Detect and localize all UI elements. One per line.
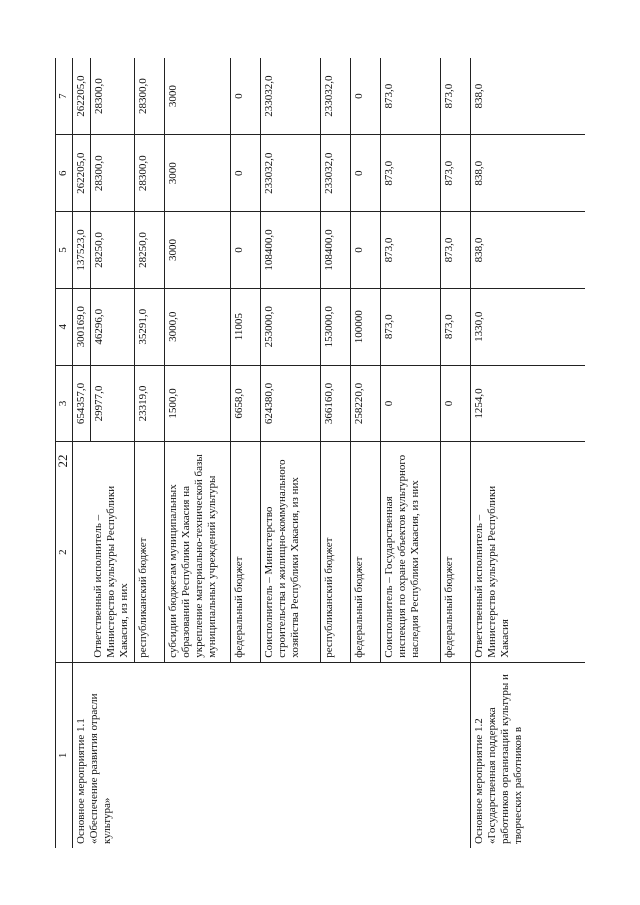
value-cell: 0 [350, 135, 380, 212]
value-cell: 11005 [230, 288, 260, 365]
page-number: 22 [55, 454, 70, 468]
value-cell: 873,0 [440, 288, 470, 365]
value-cell: 1500,0 [164, 365, 230, 442]
table-row [470, 58, 585, 848]
header-cell: 7 [56, 58, 73, 135]
measure-cell-continued [260, 662, 470, 848]
value-cell: 153000,0 [320, 288, 350, 365]
executor-cell: Соисполнитель – Министерство строительства и жилищно-коммунального хозяйства Республики Хакасия, из них [260, 442, 320, 662]
value-cell: 262205,0 [73, 135, 91, 212]
value-cell: 0 [230, 58, 260, 135]
executor-cell: субсидии бюджетам муниципальных образований Республики Хакасия на укрепление материально-технической базы муниципальных учреждений культуры [164, 442, 230, 662]
executor-cell [73, 442, 91, 662]
table-row [134, 58, 164, 848]
value-cell: 300169,0 [73, 288, 91, 365]
header-cell: 5 [56, 212, 73, 289]
value-cell: 0 [350, 212, 380, 289]
value-cell: 233032,0 [320, 135, 350, 212]
measure-cell-continued [134, 662, 260, 848]
value-cell: 28300,0 [90, 135, 134, 212]
value-cell: 838,0 [470, 135, 585, 212]
value-cell: 233032,0 [260, 58, 320, 135]
value-cell: 46296,0 [90, 288, 134, 365]
executor-cell: Ответственный исполнитель – Министерство культуры Республики Хакасия [470, 442, 585, 662]
header-cell: 3 [56, 365, 73, 442]
value-cell: 28300,0 [134, 135, 164, 212]
value-cell: 873,0 [380, 212, 440, 289]
value-cell: 3000 [164, 58, 230, 135]
value-cell: 262205,0 [73, 58, 91, 135]
value-cell: 253000,0 [260, 288, 320, 365]
header-cell: 1 [56, 662, 73, 848]
value-cell: 0 [440, 365, 470, 442]
value-cell: 23319,0 [134, 365, 164, 442]
value-cell: 6658,0 [230, 365, 260, 442]
header-row [56, 58, 73, 848]
header-cell: 2 [56, 442, 73, 662]
table-row [73, 58, 91, 848]
executor-cell: федеральный бюджет [230, 442, 260, 662]
value-cell: 873,0 [440, 58, 470, 135]
value-cell: 29977,0 [90, 365, 134, 442]
header-cell: 6 [56, 135, 73, 212]
value-cell: 28300,0 [134, 58, 164, 135]
value-cell: 0 [350, 58, 380, 135]
value-cell: 654357,0 [73, 365, 91, 442]
table-row [260, 58, 320, 848]
value-cell: 100000 [350, 288, 380, 365]
value-cell: 233032,0 [320, 58, 350, 135]
value-cell: 1330,0 [470, 288, 585, 365]
measure-cell: Основное мероприятие 1.1 «Обеспечение развития отрасли культура» [73, 662, 135, 848]
value-cell: 873,0 [440, 212, 470, 289]
header-cell: 4 [56, 288, 73, 365]
value-cell: 873,0 [440, 135, 470, 212]
budget-table [55, 58, 585, 848]
value-cell: 3000,0 [164, 288, 230, 365]
value-cell: 0 [380, 365, 440, 442]
value-cell: 258220,0 [350, 365, 380, 442]
value-cell: 233032,0 [260, 135, 320, 212]
value-cell: 3000 [164, 135, 230, 212]
value-cell: 3000 [164, 212, 230, 289]
rotated-table-wrapper [55, 58, 585, 848]
value-cell: 0 [230, 135, 260, 212]
value-cell: 35291,0 [134, 288, 164, 365]
value-cell: 1254,0 [470, 365, 585, 442]
value-cell: 366160,0 [320, 365, 350, 442]
executor-cell: Соисполнитель – Государственная инспекция по охране объектов культурного наследия Республики Хакасия, из них [380, 442, 440, 662]
value-cell: 838,0 [470, 58, 585, 135]
value-cell: 838,0 [470, 212, 585, 289]
value-cell: 0 [230, 212, 260, 289]
executor-cell: республиканский бюджет [320, 442, 350, 662]
value-cell: 873,0 [380, 288, 440, 365]
value-cell: 28300,0 [90, 58, 134, 135]
value-cell: 137523,0 [73, 212, 91, 289]
executor-cell: республиканский бюджет [134, 442, 164, 662]
value-cell: 28250,0 [90, 212, 134, 289]
value-cell: 28250,0 [134, 212, 164, 289]
value-cell: 873,0 [380, 58, 440, 135]
value-cell: 873,0 [380, 135, 440, 212]
value-cell: 108400,0 [260, 212, 320, 289]
executor-cell: Ответственный исполнитель – Министерство культуры Республики Хакасия, из них [90, 442, 134, 662]
executor-cell: федеральный бюджет [350, 442, 380, 662]
executor-cell: федеральный бюджет [440, 442, 470, 662]
value-cell: 624380,0 [260, 365, 320, 442]
measure-cell: Основное мероприятие 1.2 «Государственная поддержка работников организаций культуры и творческих работников в [470, 662, 585, 848]
value-cell: 108400,0 [320, 212, 350, 289]
